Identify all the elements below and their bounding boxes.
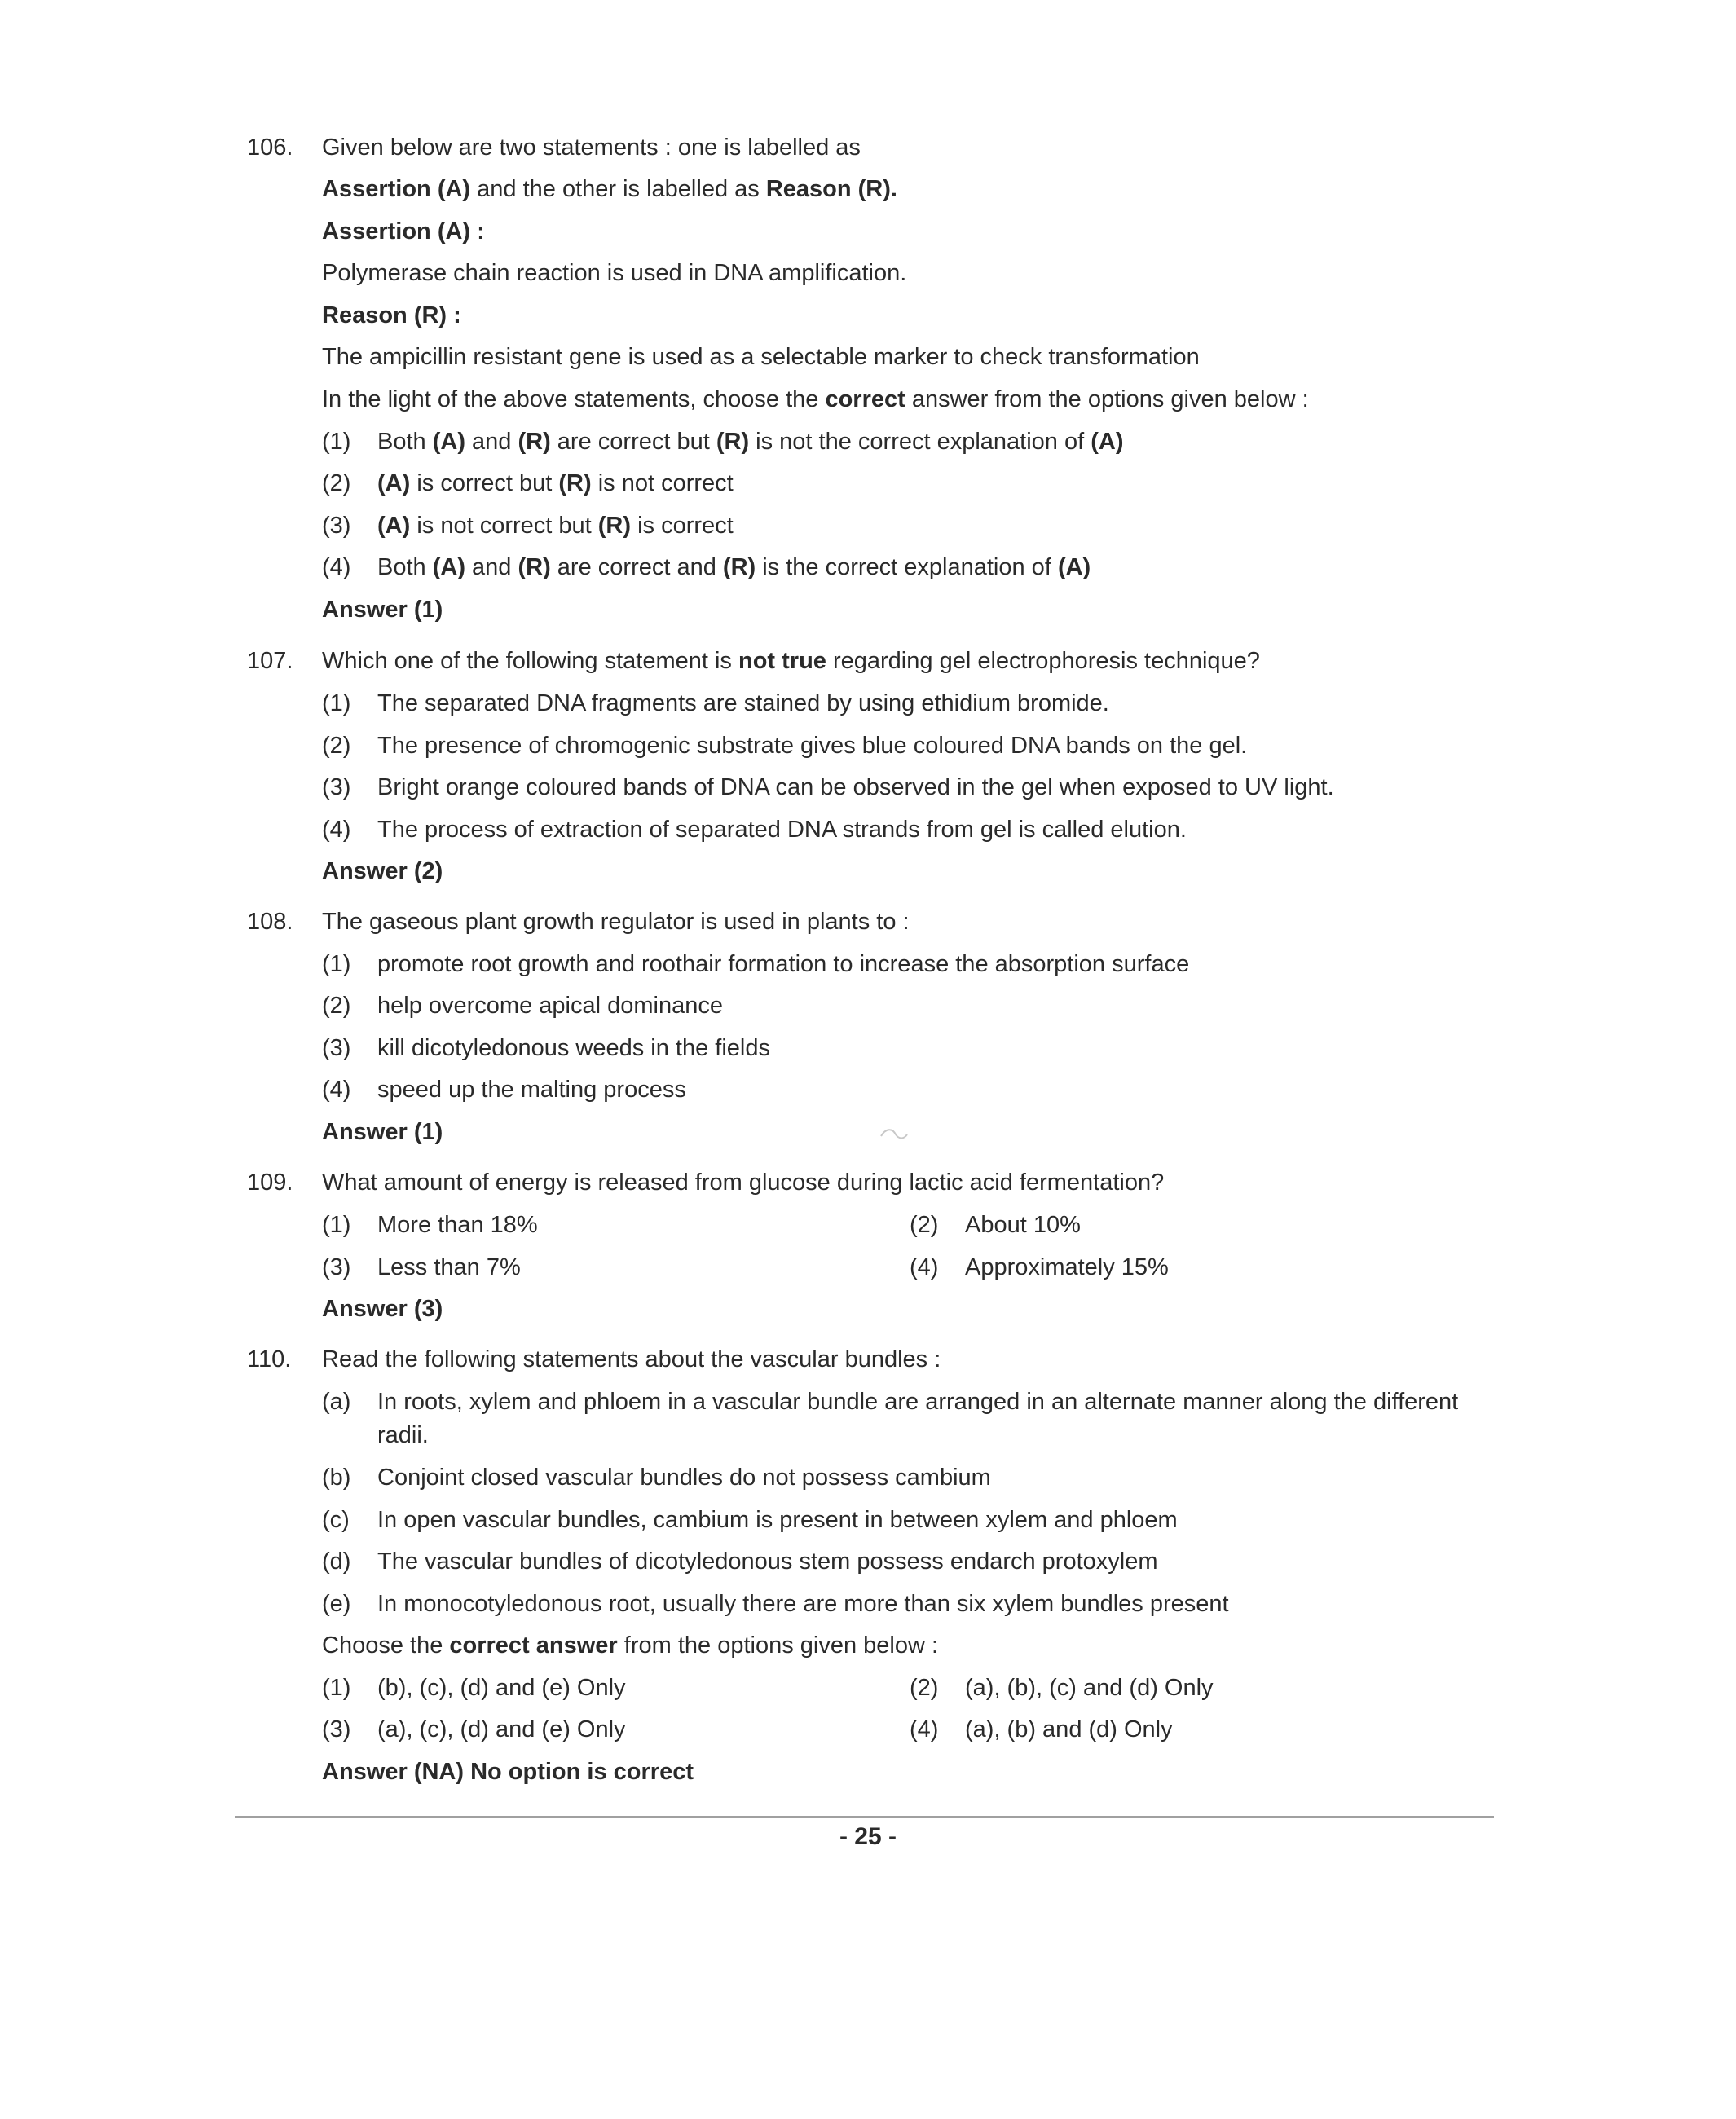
question-number: 106.: [247, 134, 293, 161]
question-number: 110.: [247, 1346, 292, 1372]
option-text: About 10%: [965, 1212, 1081, 1238]
option-3: [322, 511, 734, 540]
question-stem: The gaseous plant growth regulator is used in plants to :: [322, 909, 910, 935]
option-label: (3): [322, 774, 351, 800]
question-number: 109.: [247, 1170, 293, 1196]
question-stem: What amount of energy is released from glucose during lactic acid fermentation?: [322, 1170, 1165, 1196]
option-text: are correct but: [550, 429, 716, 455]
instruction-text: Choose the: [322, 1632, 450, 1659]
answer: Answer (1): [322, 1119, 443, 1145]
instruction-text: from the options given below :: [617, 1632, 939, 1659]
statement-d: [322, 1547, 1158, 1576]
statement-text: In open vascular bundles, cambium is present in between xylem and phloem: [377, 1507, 1178, 1533]
statement-label: (c): [322, 1507, 350, 1533]
option-3: [322, 1033, 770, 1063]
option-4: [910, 1715, 1173, 1744]
option-label: (2): [322, 470, 351, 496]
option-text: Both: [377, 554, 433, 580]
reason-heading: Reason (R) :: [322, 302, 461, 328]
option-label: (1): [322, 1675, 351, 1701]
statement-text: The vascular bundles of dicotyledonous stem possess endarch protoxylem: [377, 1548, 1158, 1575]
option-text: (R): [558, 470, 592, 496]
instruction: [322, 385, 1309, 414]
option-text: Approximately 15%: [965, 1254, 1169, 1280]
option-4: [322, 1075, 686, 1104]
statement-c: [322, 1505, 1178, 1535]
option-text: (b), (c), (d) and (e) Only: [377, 1675, 626, 1701]
option-2: [910, 1673, 1214, 1703]
option-text: are correct and: [550, 554, 723, 580]
option-3: [322, 1715, 626, 1744]
option-text: is not correct: [591, 470, 734, 496]
instruction-text: answer from the options given below :: [905, 386, 1309, 412]
option-text: speed up the malting process: [377, 1077, 686, 1103]
option-4: [322, 553, 1091, 582]
option-label: (1): [322, 690, 351, 716]
footer-divider: [235, 1816, 1494, 1818]
option-label: (2): [910, 1675, 939, 1701]
option-label: (1): [322, 429, 351, 455]
option-label: (4): [322, 1077, 351, 1103]
option-text: (a), (c), (d) and (e) Only: [377, 1716, 626, 1742]
option-text: Less than 7%: [377, 1254, 521, 1280]
question-stem: [322, 646, 1260, 676]
instruction: [322, 1631, 938, 1660]
option-3: [322, 773, 1334, 802]
statement-e: [322, 1589, 1229, 1619]
option-text: (R): [518, 554, 551, 580]
option-label: (2): [910, 1212, 939, 1238]
stem-text: regarding gel electrophoresis technique?: [826, 648, 1260, 674]
scan-mark-icon: [878, 1125, 914, 1144]
option-text: (A): [432, 554, 465, 580]
assertion-label: Assertion (A): [322, 176, 471, 202]
option-1: [322, 1210, 538, 1240]
option-text: The process of extraction of separated DNA strands from gel is called elution.: [377, 817, 1187, 843]
stem-text: Which one of the following statement is: [322, 648, 738, 674]
option-text: is correct: [631, 513, 734, 539]
option-text: (R): [716, 429, 750, 455]
option-1: [322, 949, 1189, 979]
option-label: (2): [322, 993, 351, 1019]
option-text: (A): [1091, 429, 1124, 455]
answer: Answer (NA) No option is correct: [322, 1759, 694, 1785]
option-2: [322, 731, 1247, 760]
option-text: (R): [518, 429, 551, 455]
statement-label: (b): [322, 1465, 351, 1491]
option-text: kill dicotyledonous weeds in the fields: [377, 1035, 770, 1061]
option-text: help overcome apical dominance: [377, 993, 723, 1019]
option-label: (4): [322, 817, 351, 843]
option-text: (R): [597, 513, 632, 539]
option-text: is not correct but: [410, 513, 598, 539]
option-text: The separated DNA fragments are stained by using ethidium bromide.: [377, 690, 1109, 716]
question-number: 107.: [247, 648, 293, 674]
option-2: [322, 991, 723, 1020]
answer: Answer (2): [322, 858, 443, 884]
option-text: (a), (b) and (d) Only: [965, 1716, 1173, 1742]
reason-text: The ampicillin resistant gene is used as a selectable marker to check transformation: [322, 344, 1200, 370]
question-number: 108.: [247, 909, 293, 935]
answer: Answer (3): [322, 1296, 443, 1322]
stem-emphasis: not true: [738, 648, 826, 674]
answer: Answer (1): [322, 597, 443, 623]
option-text: (R): [722, 554, 756, 580]
option-label: (1): [322, 1212, 351, 1238]
option-3: [322, 1253, 521, 1282]
option-text: (A): [377, 513, 411, 539]
option-2: [322, 469, 734, 498]
option-text: is correct but: [410, 470, 559, 496]
option-text: and: [465, 429, 518, 455]
reason-label: Reason (R).: [765, 176, 897, 202]
option-text: and: [465, 554, 518, 580]
page-number: - 25 -: [839, 1823, 897, 1850]
option-label: (4): [322, 554, 351, 580]
instruction-emphasis: correct: [825, 386, 905, 412]
option-text: Both: [377, 429, 433, 455]
option-label: (3): [322, 513, 351, 539]
option-1: [322, 689, 1109, 718]
instruction-emphasis: correct answer: [449, 1632, 618, 1659]
statement-text: Conjoint closed vascular bundles do not possess cambium: [377, 1465, 991, 1491]
statement-label: (d): [322, 1548, 351, 1575]
statement-label: (a): [322, 1389, 351, 1415]
statement-a-continued: radii.: [377, 1422, 429, 1448]
assertion-text: Polymerase chain reaction is used in DNA amplification.: [322, 260, 907, 286]
option-1: [322, 1673, 626, 1703]
option-1: [322, 427, 1124, 456]
option-4: [910, 1253, 1169, 1282]
option-text: (A): [1057, 554, 1091, 580]
question-stem: Read the following statements about the vascular bundles :: [322, 1346, 941, 1372]
option-label: (4): [910, 1716, 939, 1742]
option-label: (2): [322, 733, 351, 759]
option-text: (a), (b), (c) and (d) Only: [965, 1675, 1214, 1701]
option-label: (4): [910, 1254, 939, 1280]
option-text: Bright orange coloured bands of DNA can be observed in the gel when exposed to UV light.: [377, 774, 1334, 800]
option-4: [322, 815, 1187, 844]
assertion-heading: Assertion (A) :: [322, 218, 485, 244]
statement-a: [322, 1387, 1458, 1416]
option-text: promote root growth and roothair formation to increase the absorption surface: [377, 951, 1190, 977]
option-label: (3): [322, 1716, 351, 1742]
option-2: [910, 1210, 1081, 1240]
option-text: is not the correct explanation of: [749, 429, 1091, 455]
option-text: (A): [432, 429, 465, 455]
option-label: (3): [322, 1254, 351, 1280]
stem-text: and the other is labelled as: [470, 176, 766, 202]
option-text: (A): [377, 470, 411, 496]
option-label: (3): [322, 1035, 351, 1061]
statement-text: In roots, xylem and phloem in a vascular bundle are arranged in an alternate manner along the different: [377, 1389, 1459, 1415]
option-text: is the correct explanation of: [756, 554, 1058, 580]
option-text: More than 18%: [377, 1212, 538, 1238]
instruction-text: In the light of the above statements, choose the: [322, 386, 826, 412]
statement-label: (e): [322, 1591, 351, 1617]
option-label: (1): [322, 951, 351, 977]
statement-b: [322, 1463, 991, 1492]
statement-text: In monocotyledonous root, usually there are more than six xylem bundles present: [377, 1591, 1229, 1617]
question-stem: Given below are two statements : one is labelled as: [322, 134, 861, 161]
option-text: The presence of chromogenic substrate gives blue coloured DNA bands on the gel.: [377, 733, 1248, 759]
question-stem-line: [322, 174, 897, 204]
